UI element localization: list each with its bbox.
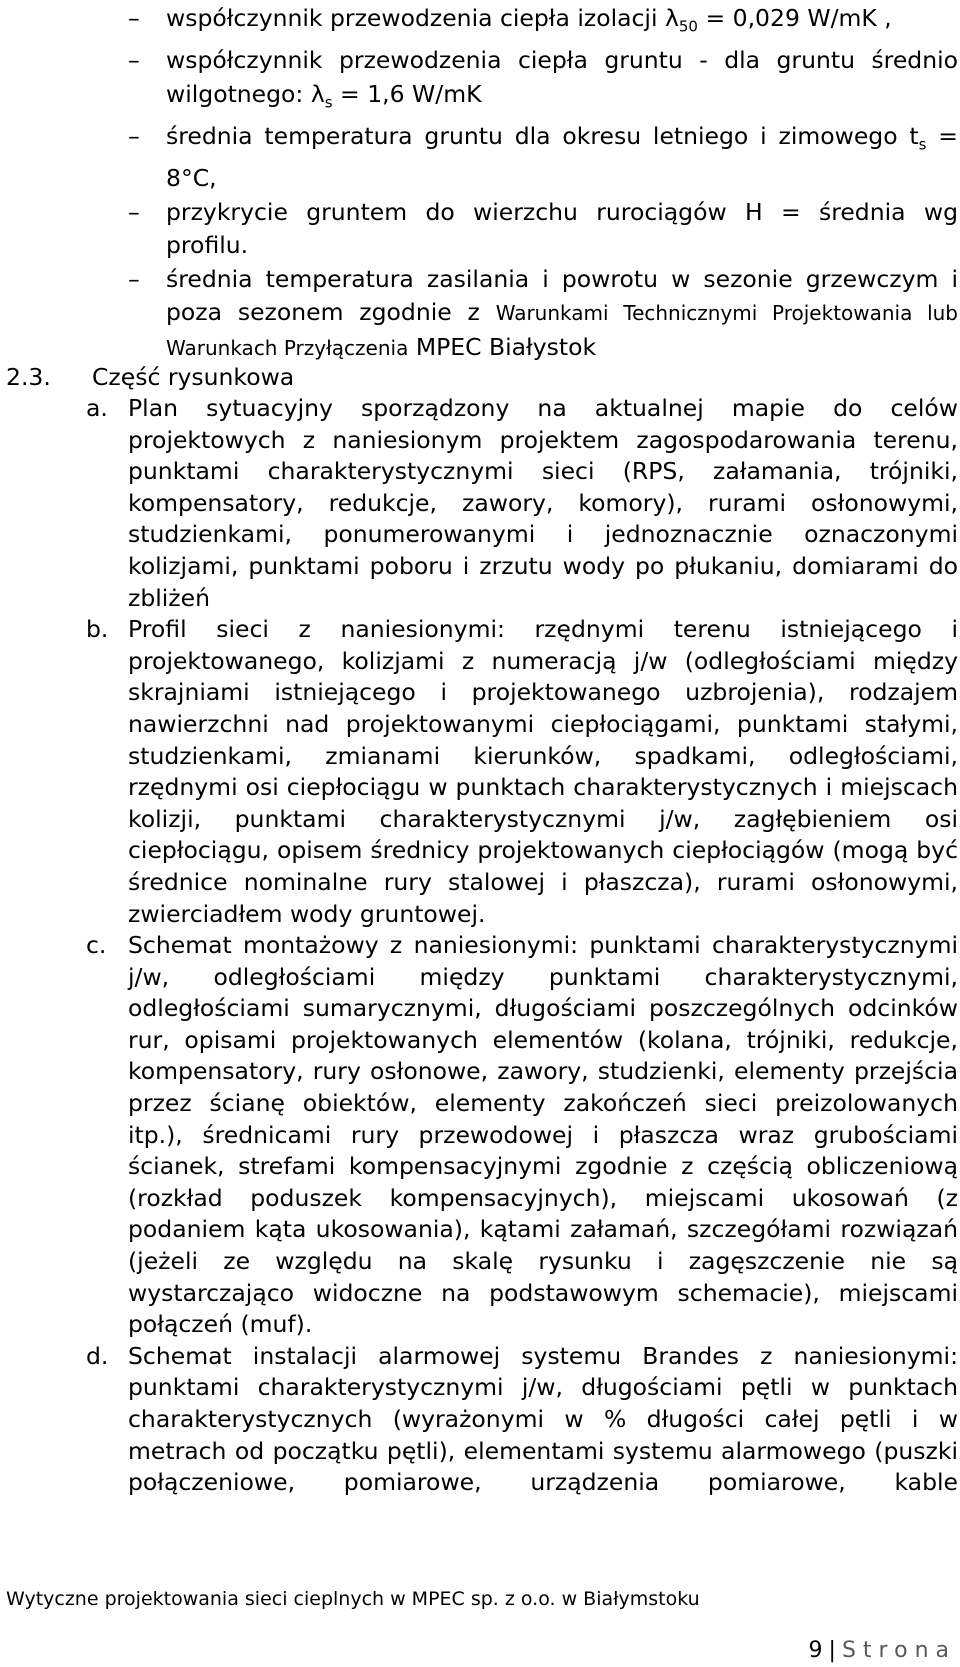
list-item	[86, 930, 958, 1341]
list-item: – średnia temperatura zasilania i powrotu w sezonie grzewczym i poza sezonem zgodnie z Warunkami Technicznymi Projektowania lub Warunkach Przyłączenia MPEC Białystok	[128, 264, 958, 361]
page-number: 9 | Strona	[808, 1638, 956, 1663]
section-title: Część rysunkowa	[92, 363, 295, 391]
drawings-list	[86, 393, 958, 1499]
list-item: – współczynnik przewodzenia ciepła izolacji $\lambda_{50} = 0,029$ W/mK ,	[128, 4, 892, 36]
item-text: Plan sytuacyjny sporządzony na aktualnej mapie do celów projektowych z naniesionym projektem zagospodarowania terenu, punktami charakterystycznymi sieci (RPS, załamania, trójniki, kompensatory, redukcje, zawory, komory), rurami osłonowymi, studzienkami, ponumerowanymi i jednoznacznie oznaczonymi kolizjami, punktami poboru i zrzutu wody po płukaniu, domiarami do zbliżeń	[128, 394, 958, 612]
page-footer: Wytyczne projektowania sieci cieplnych w MPEC sp. z o.o. w Białymstoku	[6, 1588, 700, 1610]
item-text: Schemat instalacji alarmowej systemu Brandes z naniesionymi: punktami charakterystycznymi j/w, długościami pętli w punktach charakterystycznych (wyrażonymi w % długości całej pętli i w metrach od początku pętli), elementami systemu alarmowego (puszki połączeniowe, pomiarowe, urządzenia pomiarowe, kable	[128, 1341, 958, 1497]
section-heading	[6, 360, 294, 394]
parameters-list	[128, 2, 958, 365]
dash-bullet: –	[128, 264, 140, 293]
list-item	[86, 614, 958, 930]
dash-bullet: –	[128, 46, 140, 75]
list-item	[86, 1341, 958, 1499]
item-marker: a.	[86, 394, 108, 422]
list-item	[86, 393, 958, 614]
list-item: – współczynnik przewodzenia ciepła gruntu - dla gruntu średnio wilgotnego: $\lambda_s = 1,6$ W/mK	[128, 46, 958, 112]
item-marker: d.	[86, 1341, 109, 1370]
list-item: – przykrycie gruntem do wierzchu rurociągów H = średnia wg profilu.	[128, 197, 958, 260]
dash-bullet: –	[128, 121, 140, 150]
dash-bullet: –	[128, 197, 140, 226]
section-number: 2.3.	[6, 363, 51, 391]
item-text: Schemat montażowy z naniesionymi: punktami charakterystycznymi j/w, odległościami między punktami charakterystycznymi, odległościami sumarycznymi, długościami poszczególnych odcinków rur, opisami projektowanych elementów (kolana, trójniki, redukcje, kompensatory, rury osłonowe, zawory, studzienki, elementy przejścia przez ścianę obiektów, elementy zakończeń sieci preizolowanych itp.), średnicami rury przewodowej i płaszcza wraz grubościami ścianek, strefami kompensacyjnymi zgodnie z częścią obliczeniową (rozkład poduszek kompensacyjnych), miejscami ukosowań (z podaniem kąta ukosowania), kątami załamań, szczegółami rozwiązań (jeżeli ze względu na skalę rysunku i zagęszczenie nie są wystarczająco widoczne na podstawowym schemacie), miejscami połączeń (muf).	[128, 931, 958, 1339]
dash-bullet: –	[128, 4, 140, 32]
item-marker: c.	[86, 931, 107, 960]
list-item: – średnia temperatura gruntu dla okresu letniego i zimowego $t_s = 8^\circ C$,	[128, 121, 959, 193]
item-text: Profil sieci z naniesionymi: rzędnymi terenu istniejącego i projektowanego, kolizjami z numeracją j/w (odległościami między skrajniami istniejącego i projektowanego uzbrojenia), rodzajem nawierzchni nad projektowanymi ciepłociągami, punktami stałymi, studzienkami, zmianami kierunków, spadkami, odległościami, rzędnymi osi ciepłociągu w punktach charakterystycznych i miejscach kolizji, punktami charakterystycznymi j/w, zagłębieniem osi ciepłociągu, opisem średnicy projektowanych ciepłociągów (mogą być średnice nominalne rury stalowej i płaszcza), rurami osłonowymi, zwierciadłem wody gruntowej.	[128, 615, 958, 928]
item-marker: b.	[86, 615, 109, 644]
